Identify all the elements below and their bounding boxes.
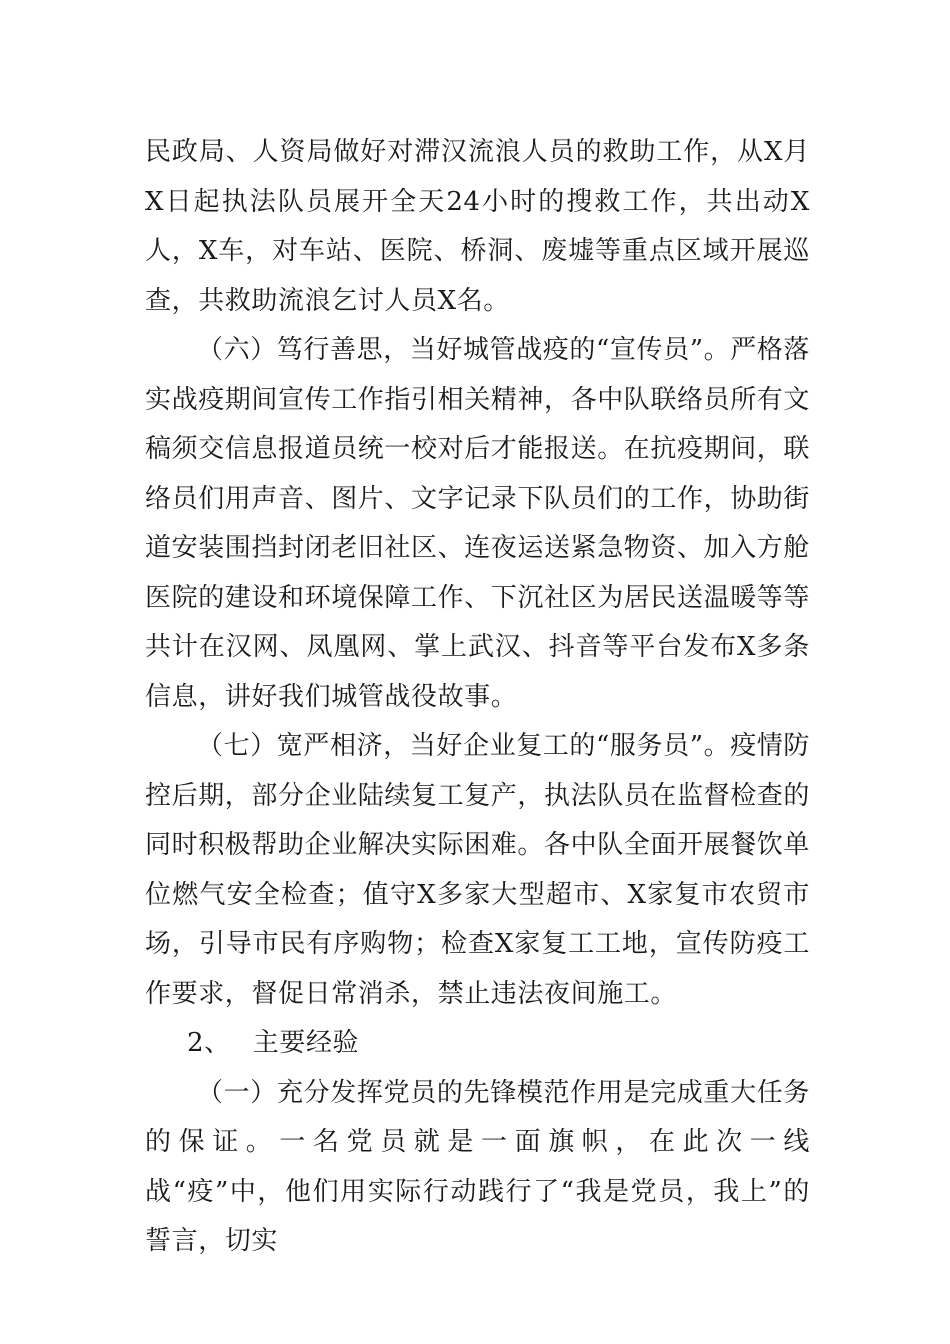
section-heading [145, 1019, 810, 1069]
document-body [145, 128, 810, 1267]
paragraph-seven: （七）宽严相济，当好企业复工的“服务员”。疫情防控后期，部分企业陆续复工复产，执法队员在监督检查的同时积极帮助企业解决实际困难。各中队全面开展餐饮单位燃气安全检查；值守X多家大型超市、X家复市农贸市场，引导市民有序购物；检查X家复工工地，宣传防疫工作要求，督促日常消杀，禁止违法夜间施工。 [145, 731, 811, 1009]
paragraph-six: （六）笃行善思，当好城管战疫的“宣传员”。严格落实战疫期间宣传工作指引相关精神，各中队联络员所有文稿须交信息报道员统一校对后才能报送。在抗疫期间，联络员们用声音、图片、文字记录下队员们的工作，协助街道安装围挡封闭老旧社区、连夜运送紧急物资、加入方舱医院的建设和环境保障工作、下沉社区为居民送温暖等等共计在汉网、凤凰网、掌上武汉、抖音等平台发布X多条信息，讲好我们城管战役故事。 [145, 335, 811, 712]
paragraph-continuation: 民政局、人资局做好对滞汉流浪人员的救助工作，从X月X日起执法队员展开全天24小时的搜救工作，共出动X人，X车，对车站、医院、桥洞、废墟等重点区域开展巡查，共救助流浪乞讨人员X名。 [145, 137, 810, 316]
section-heading-title: 主要经验 [252, 1028, 360, 1058]
paragraph-one: （一）充分发挥党员的先锋模范作用是完成重大任务的保证。一名党员就是一面旗帜，在此次一线战“疫”中，他们用实际行动践行了“我是党员，我上”的誓言，切实 [145, 1077, 810, 1256]
section-heading-number: 2、 [187, 1028, 231, 1058]
